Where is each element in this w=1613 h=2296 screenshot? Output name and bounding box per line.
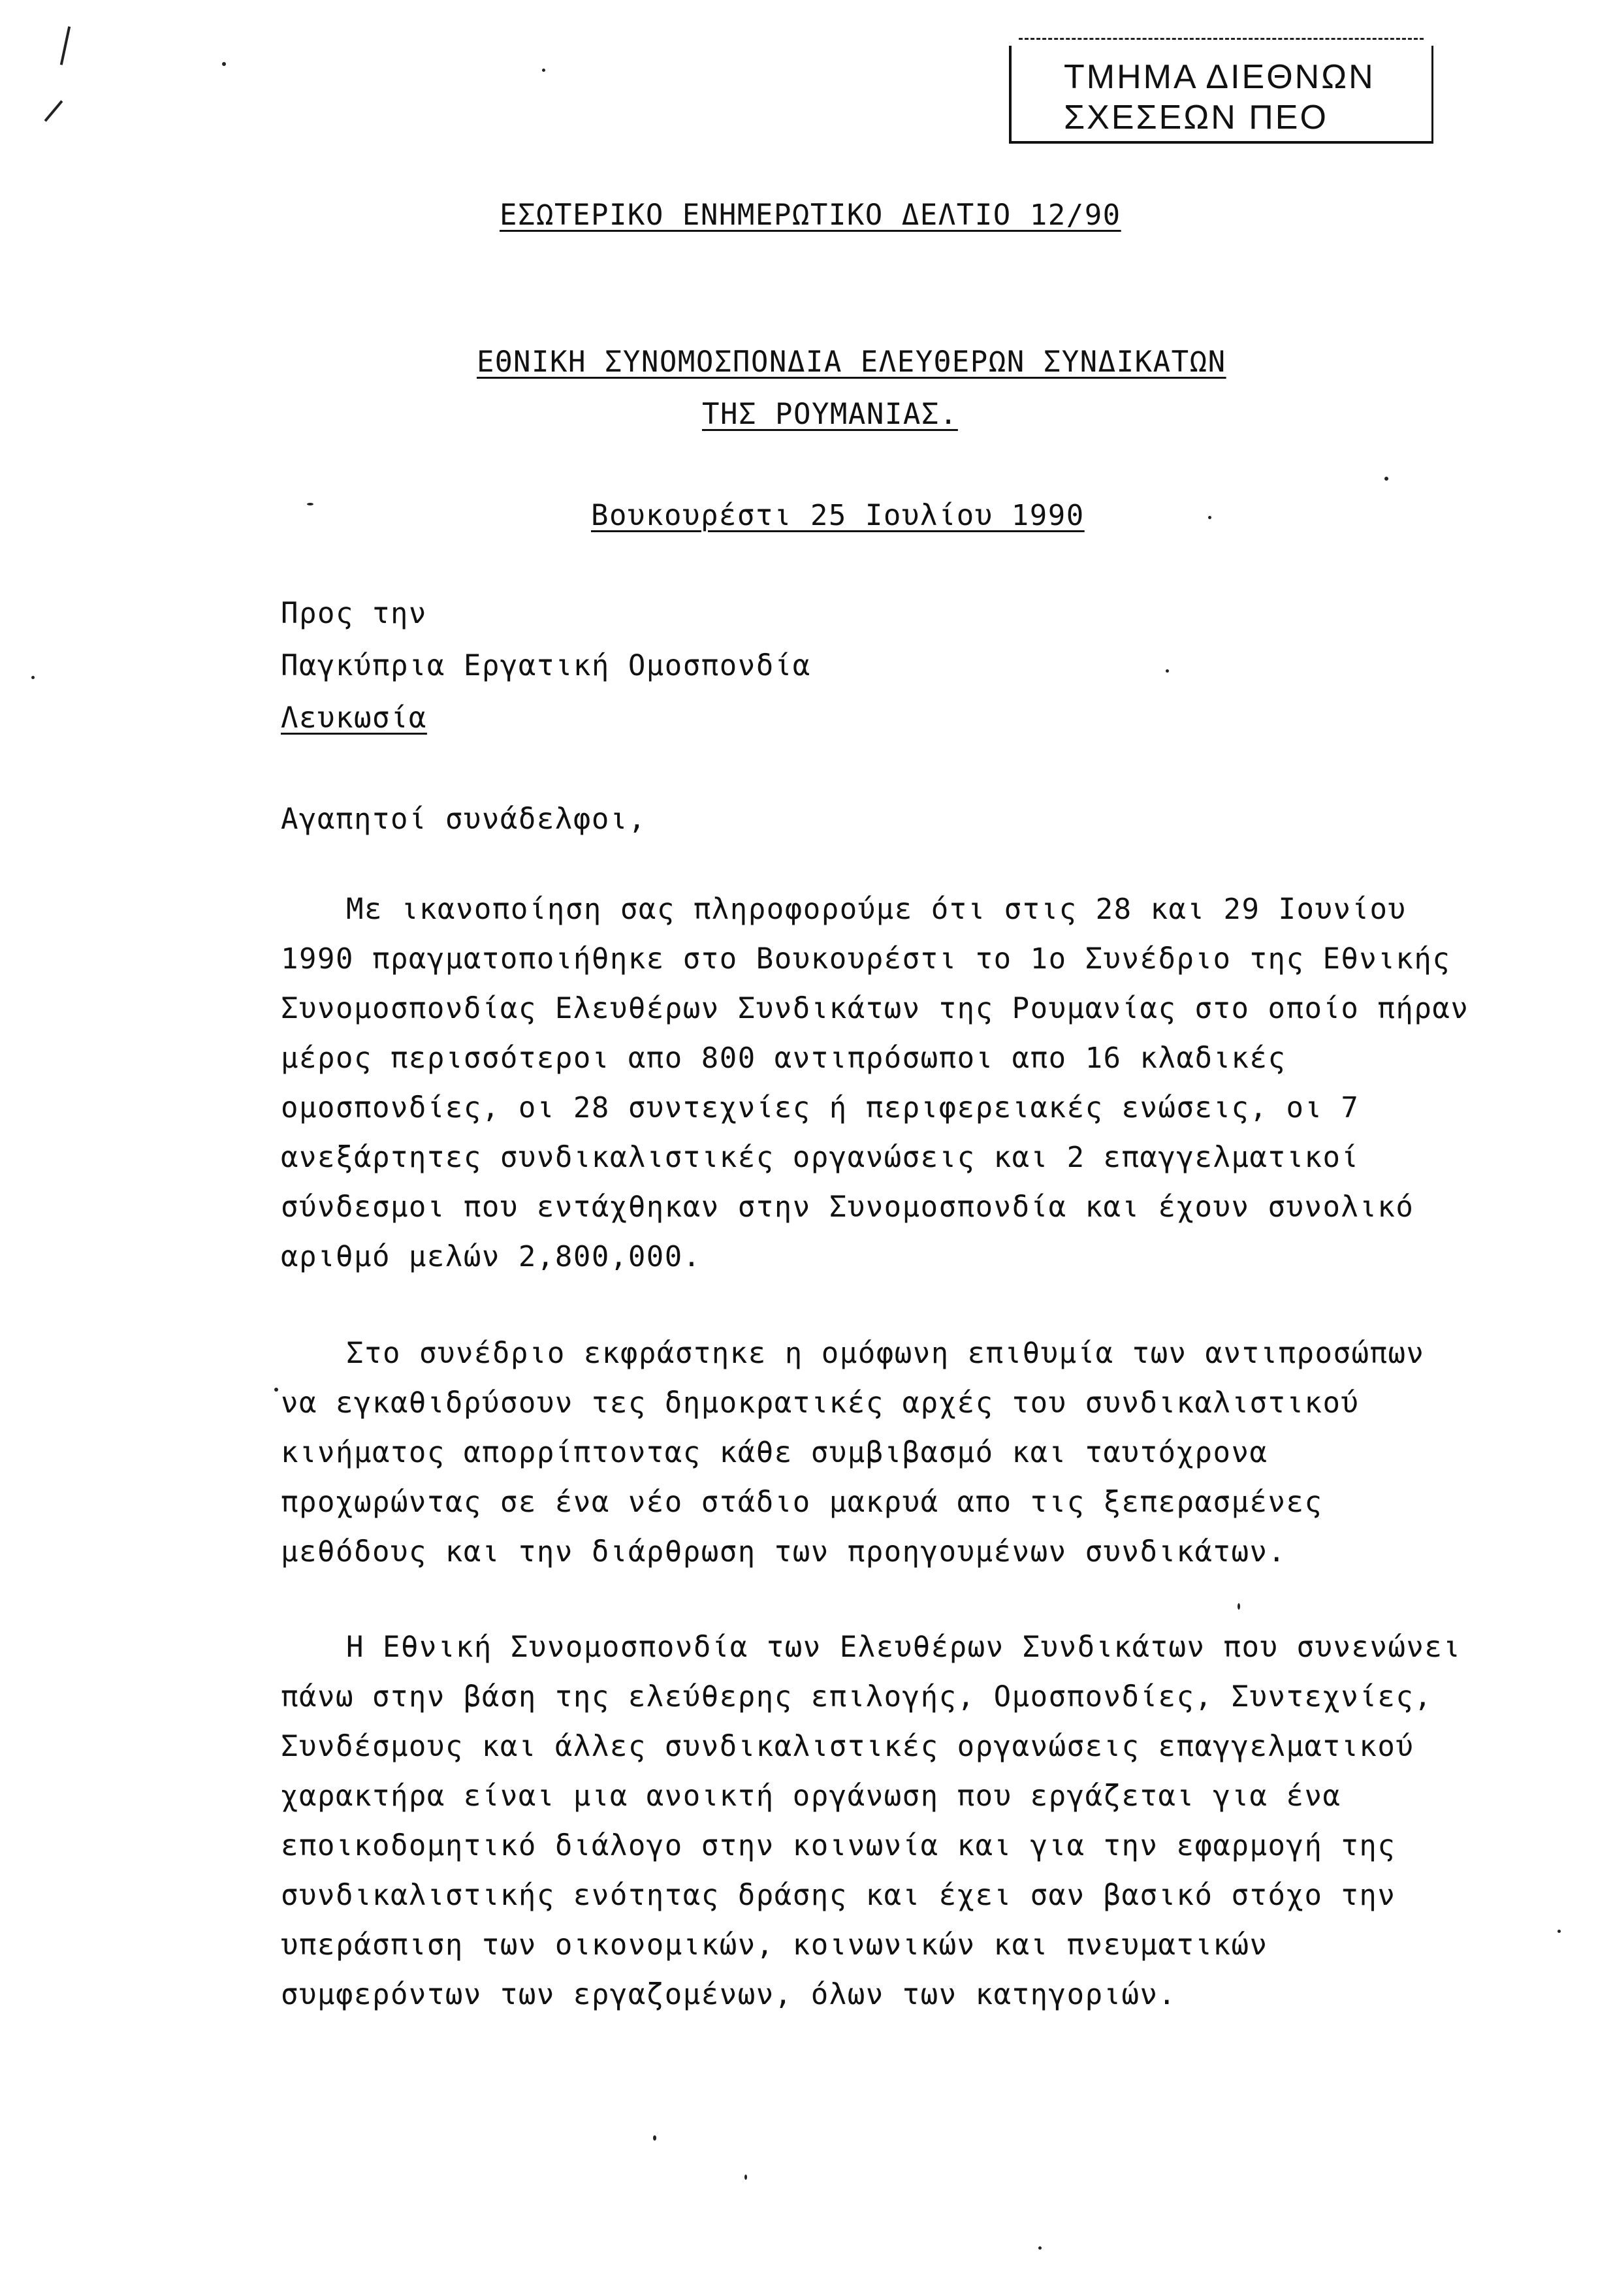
paragraph-line: μεθόδους και την διάρθρωση των προηγουμένων συνδικάτων. xyxy=(281,1535,1286,1569)
scan-speck xyxy=(307,503,313,505)
paragraph-line: Συνομοσπονδίας Ελευθέρων Συνδικάτων της Ρουμανίας στο οποίο πήραν xyxy=(281,992,1469,1025)
scan-speck xyxy=(1384,477,1388,481)
bulletin-title: ΕΣΩΤΕΡΙΚΟ ΕΝΗΜΕΡΩΤΙΚΟ ΔΕΛΤΙΟ 12/90 xyxy=(500,199,1121,232)
paragraph-line: Η Εθνική Συνομοσπονδία των Ελευθέρων Συνδικάτων που συνενώνει xyxy=(346,1631,1461,1664)
paragraph-line: προχωρώντας σε ένα νέο στάδιο μακρυά απο τις ξεπερασμένες xyxy=(281,1486,1323,1519)
scan-speck xyxy=(274,1388,278,1392)
paragraph-line: αριθμό μελών 2,800,000. xyxy=(281,1240,701,1273)
paragraph-2 xyxy=(281,1329,1424,1577)
recipient-line-3: Λευκωσία xyxy=(281,701,427,735)
paragraph-line: πάνω στην βάση της ελεύθερης επιλογής, Ομοσπονδίες, Συντεχνίες, xyxy=(281,1680,1433,1714)
scan-speck xyxy=(653,2135,656,2141)
paragraph-line: σύνδεσμοι που εντάχθηκαν στην Συνομοσπονδία και έχουν συνολικό xyxy=(281,1190,1414,1224)
paragraph-line: να εγκαθιδρύσουν τες δημοκρατικές αρχές του συνδικαλιστικού xyxy=(281,1386,1360,1420)
department-stamp xyxy=(1009,46,1433,144)
scan-speck xyxy=(542,69,545,72)
paragraph-line: ομοσπονδίες, οι 28 συντεχνίες ή περιφερειακές ενώσεις, οι 7 xyxy=(281,1091,1360,1124)
federation-name-line-1: ΕΘΝΙΚΗ ΣΥΝΟΜΟΣΠΟΝΔΙΑ ΕΛΕΥΘΕΡΩΝ ΣΥΝΔΙΚΑΤΩΝ xyxy=(477,345,1226,379)
scan-mark xyxy=(60,26,71,65)
scan-speck xyxy=(31,676,35,679)
recipient-line-1: Προς την xyxy=(281,597,427,630)
paragraph-3 xyxy=(281,1623,1461,2020)
scan-speck xyxy=(1208,516,1211,519)
paragraph-line: συνδικαλιστικής ενότητας δράσης και έχει σαν βασικό στόχο την xyxy=(281,1879,1396,1912)
recipient-line-2: Παγκύπρια Εργατική Ομοσπονδία xyxy=(281,649,811,682)
paragraph-line: συμφερόντων των εργαζομένων, όλων των κατηγοριών. xyxy=(281,1978,1177,2011)
paragraph-line: Με ικανοποίηση σας πληροφορούμε ότι στις 28 και 29 Ιουνίου xyxy=(346,893,1407,926)
stamp-line-1: ΤΜΗΜΑ ΔΙΕΘΝΩΝ xyxy=(1064,58,1375,96)
scan-mark xyxy=(44,100,63,121)
scan-speck xyxy=(744,2175,747,2180)
scan-speck xyxy=(1238,1603,1240,1610)
salutation: Αγαπητοί συνάδελφοι, xyxy=(281,803,647,836)
stamp-line-2: ΣΧΕΣΕΩΝ ΠΕΟ xyxy=(1064,99,1328,136)
paragraph-line: κινήματος απορρίπτοντας κάθε συμβιβασμό και ταυτόχρονα xyxy=(281,1436,1268,1469)
scan-speck xyxy=(222,62,226,66)
paragraph-line: 1990 πραγματοποιήθηκε στο Βουκουρέστι το 1ο Συνέδριο της Εθνικής xyxy=(281,942,1451,976)
scan-speck xyxy=(1166,669,1169,673)
paragraph-line: Στο συνέδριο εκφράστηκε η ομόφωνη επιθυμία των αντιπροσώπων xyxy=(346,1337,1425,1370)
stamp-top-rule xyxy=(1019,38,1424,40)
paragraph-line: εποικοδομητικό διάλογο στην κοινωνία και για την εφαρμογή της xyxy=(281,1829,1396,1862)
paragraph-line: χαρακτήρα είναι μια ανοικτή οργάνωση που εργάζεται για ένα xyxy=(281,1779,1341,1813)
federation-name-line-2: ΤΗΣ ΡΟΥΜΑΝΙΑΣ. xyxy=(702,398,958,431)
paragraph-line: μέρος περισσότεροι απο 800 αντιπρόσωποι απο 16 κλαδικές xyxy=(281,1042,1286,1075)
paragraph-line: υπεράσπιση των οικονομικών, κοινωνικών και πνευματικών xyxy=(281,1928,1268,1962)
place-date: Βουκουρέστι 25 Ιουλίου 1990 xyxy=(591,499,1085,532)
scan-speck xyxy=(1557,1930,1561,1933)
paragraph-line: ανεξάρτητες συνδικαλιστικές οργανώσεις και 2 επαγγελματικοί xyxy=(281,1141,1360,1174)
paragraph-line: Συνδέσμους και άλλες συνδικαλιστικές οργανώσεις επαγγελματικού xyxy=(281,1730,1414,1763)
paragraph-1 xyxy=(281,885,1469,1282)
scan-speck xyxy=(1038,2246,1042,2250)
